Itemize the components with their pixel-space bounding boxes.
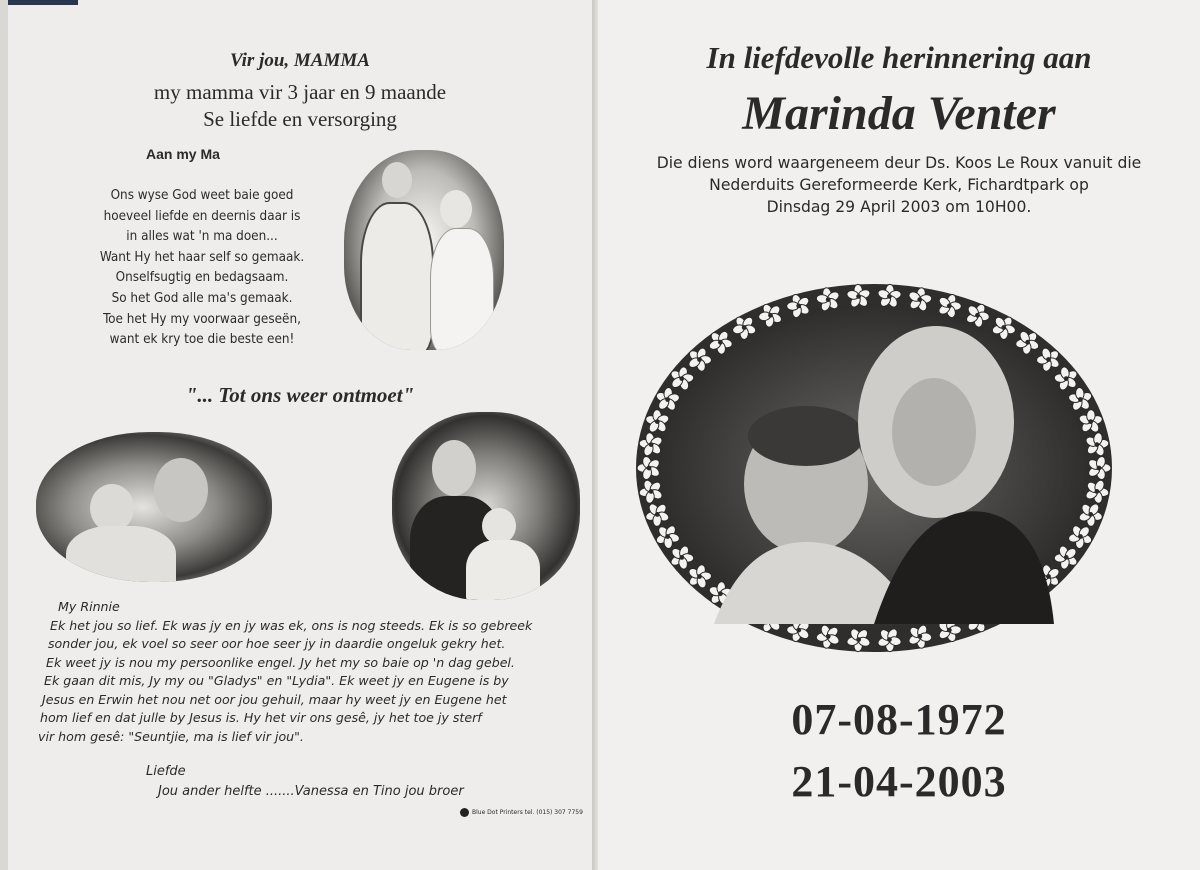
photo-figure-head — [440, 190, 472, 228]
printer-logo-icon — [460, 808, 469, 817]
photo-figure-head — [90, 484, 134, 532]
photo-figure — [66, 526, 176, 582]
photo-figure-head — [382, 162, 412, 198]
letter-text — [38, 598, 578, 746]
service-info-line: Nederduits Gereformeerde Kerk, Fichardtpark op — [709, 176, 1089, 194]
photo-figure-head — [154, 458, 208, 522]
wedding-photo — [344, 150, 504, 350]
death-date: 21-04-2003 — [791, 757, 1007, 806]
photo-figure-head — [482, 508, 516, 544]
letter-line: sonder jou, ek voel so seer oor hoe seer jy in daardie ongeluk gekry het. — [48, 636, 506, 651]
poem-line: hoeveel liefde en deernis daar is — [103, 208, 301, 224]
poem — [56, 186, 348, 351]
service-info-line: Die diens word waargeneem deur Ds. Koos Le Roux vanuit die — [656, 154, 1142, 172]
poem-line: Want Hy het haar self so gemaak. — [99, 249, 305, 265]
birth-date: 07-08-1972 — [791, 695, 1007, 744]
photo-figure — [360, 202, 434, 350]
photo-figure — [466, 540, 540, 600]
service-info — [598, 152, 1200, 218]
poem-line: want ek kry toe die beste een! — [109, 332, 295, 348]
poem-line: Ons wyse God weet baie goed — [110, 188, 294, 203]
letter-closing: Liefde — [146, 764, 186, 779]
printer-credit — [460, 808, 583, 817]
right-page — [598, 0, 1200, 870]
printer-credit-text: Blue Dot Printers tel. (015) 307 7759 — [472, 809, 583, 816]
letter-line: My Rinnie — [58, 599, 120, 614]
letter-line: hom lief en dat julle by Jesus is. Hy het vir ons gesê, jy het toe jy sterf — [40, 710, 482, 725]
portrait-svg — [624, 272, 1124, 664]
mother-baby-photo — [392, 412, 580, 600]
reunion-heading: "... Tot ons weer ontmoet" — [185, 383, 415, 407]
poem-line: in alles wat 'n ma doen... — [126, 229, 278, 245]
tribute-subtitle-line: my mamma vir 3 jaar en 9 maande — [153, 80, 447, 104]
poem-line: Onselfsugtig en bedagsaam. — [115, 270, 289, 286]
service-info-line: Dinsdag 29 April 2003 om 10H00. — [766, 198, 1032, 216]
poem-line: So het God alle ma's gemaak. — [111, 290, 293, 306]
baby-hair — [748, 406, 864, 466]
tribute-title: Vir jou, MAMMA — [230, 50, 370, 71]
letter-signature: Jou ander helfte .......Vanessa en Tino jou broer — [158, 784, 464, 799]
photo-figure — [430, 228, 494, 350]
deceased-name: Marinda Venter — [742, 87, 1056, 140]
poem-line: Toe het Hy my voorwaar geseën, — [103, 311, 301, 327]
letter-line: Jesus en Erwin het nou net oor jou gehuil, maar hy weet jy en Eugene het — [42, 691, 507, 707]
page-edge — [8, 0, 78, 5]
letter-line: Ek weet jy is nou my persoonlike engel. Jy het my so baie op 'n dag gebel. — [46, 654, 515, 670]
poem-title: Aan my Ma — [146, 146, 220, 162]
mother-child-photo — [36, 432, 272, 582]
tribute-subtitle-line: Se liefde en versorging — [203, 107, 397, 131]
left-page — [8, 0, 592, 870]
letter-line: vir hom gesê: "Seuntjie, ma is lief vir jou". — [38, 728, 304, 744]
mother-face — [892, 378, 976, 486]
photo-figure-head — [432, 440, 476, 496]
letter-line: Ek het jou so lief. Ek was jy en jy was ek, ons is nog steeds. Ek is so gebreek — [50, 617, 533, 633]
memorial-title: In liefdevolle herinnering aan — [706, 40, 1092, 75]
letter-line: Ek gaan dit mis, Jy my ou "Gladys" en "Lydia". Ek weet jy en Eugene is by — [44, 673, 509, 688]
portrait-frame — [624, 272, 1124, 664]
